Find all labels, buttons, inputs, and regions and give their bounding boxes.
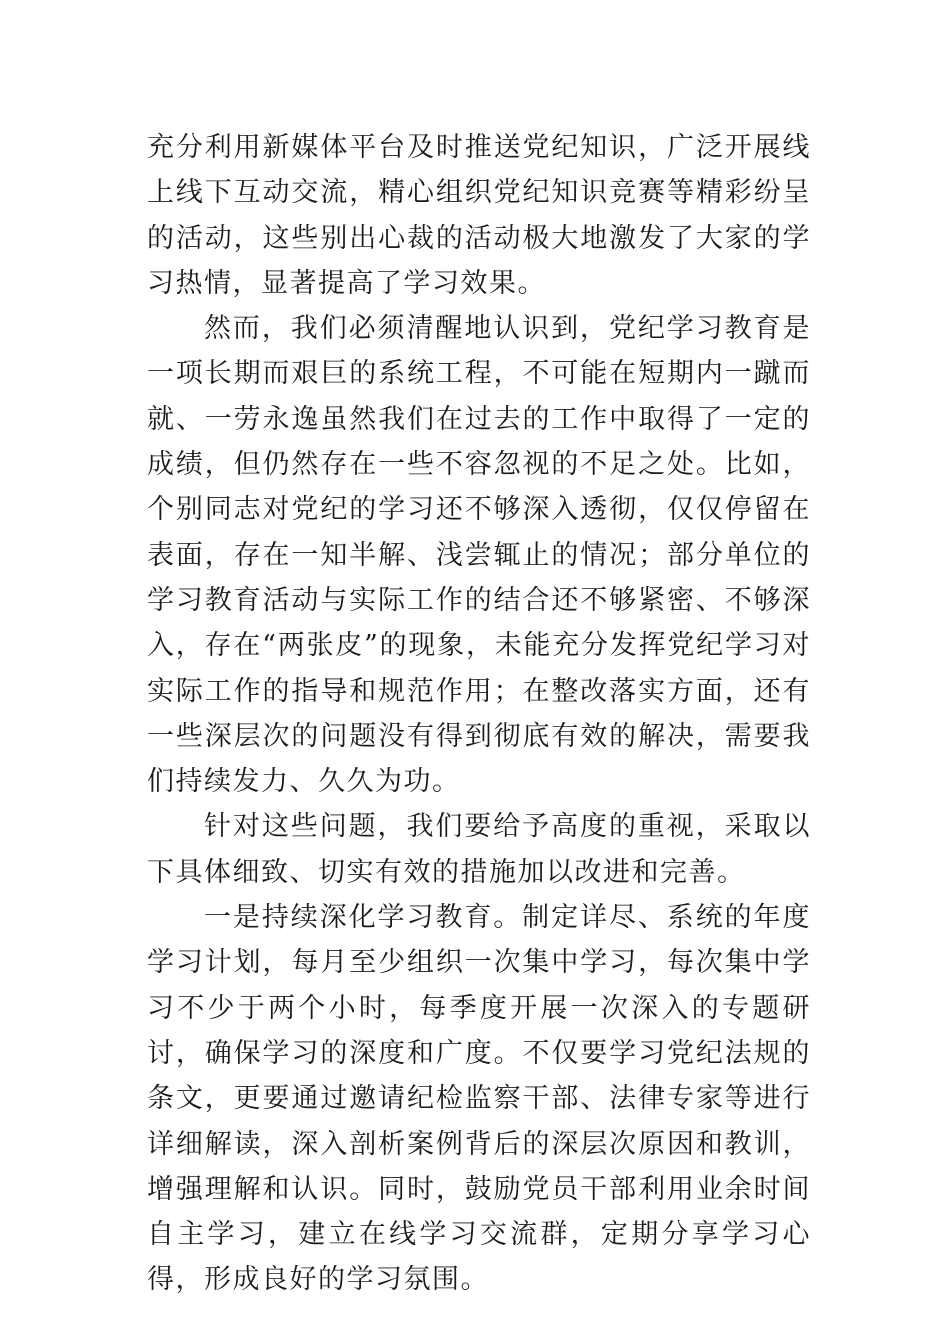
paragraph-4: 一是持续深化学习教育。制定详尽、系统的年度学习计划，每月至少组织一次集中学习，每次集中学习不少于两个小时，每季度开展一次深入的专题研讨，确保学习的深度和广度。不仅要学习党纪法规的条文，更要通过邀请纪检监察干部、法律专家等进行详细解读，深入剖析案例背后的深层次原因和教训，增强理解和认识。同时，鼓励党员干部利用业余时间自主学习，建立在线学习交流群，定期分享学习心得，形成良好的学习氛围。	[147, 902, 811, 1296]
paragraph-2: 然而，我们必须清醒地认识到，党纪学习教育是一项长期而艰巨的系统工程，不可能在短期内一蹴而就、一劳永逸虽然我们在过去的工作中取得了一定的成绩，但仍然存在一些不容忽视的不足之处。比如，个别同志对党纪的学习还不够深入透彻，仅仅停留在表面，存在一知半解、浅尝辄止的情况；部分单位的学习教育活动与实际工作的结合还不够紧密、不够深入，存在“两张皮”的现象，未能充分发挥党纪学习对实际工作的指导和规范作用；在整改落实方面，还有一些深层次的问题没有得到彻底有效的解决，需要我们持续发力、久久为功。	[147, 313, 811, 798]
paragraph-1: 充分利用新媒体平台及时推送党纪知识，广泛开展线上线下互动交流，精心组织党纪知识竞赛等精彩纷呈的活动，这些别出心裁的活动极大地激发了大家的学习热情，显著提高了学习效果。	[147, 132, 811, 299]
document-body	[147, 125, 811, 1303]
paragraph-3: 针对这些问题，我们要给予高度的重视，采取以下具体细致、切实有效的措施加以改进和完善。	[147, 811, 811, 888]
